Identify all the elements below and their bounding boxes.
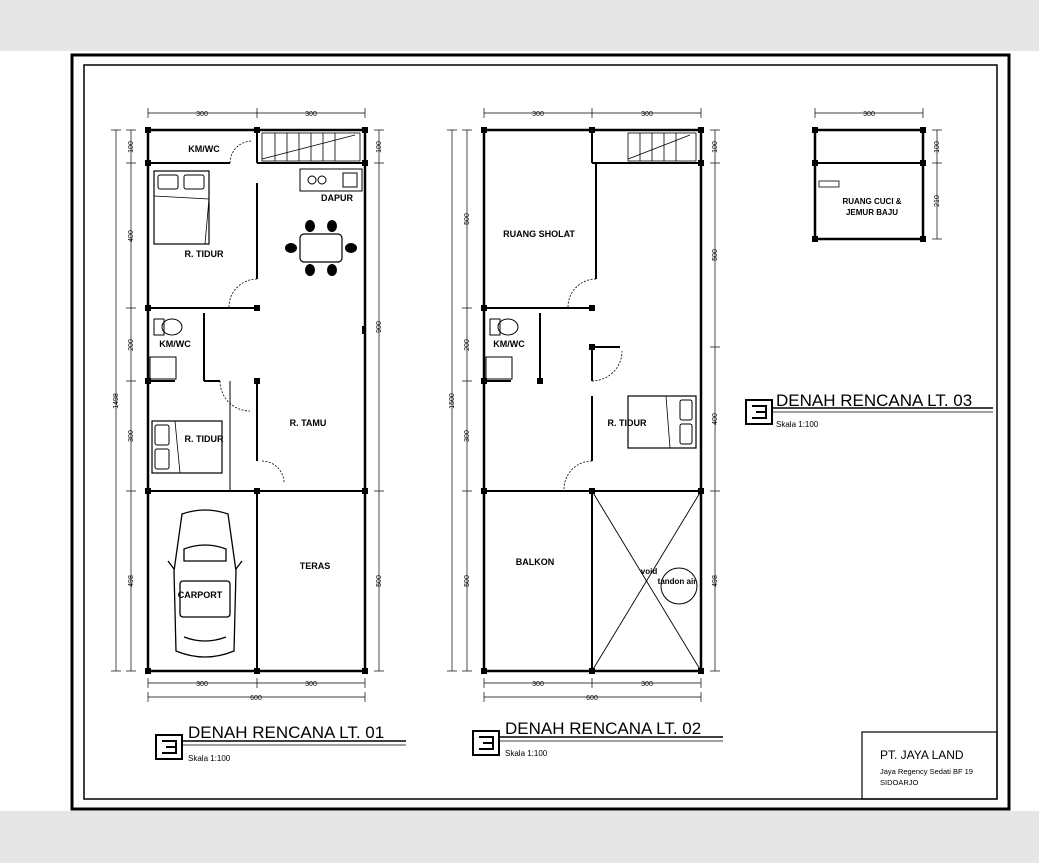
- room-label-r-tidur-1: R. TIDUR: [184, 249, 224, 259]
- dim-f2-left-200: 200: [464, 339, 471, 351]
- room-label-r-tidur-f2: R. TIDUR: [607, 418, 647, 428]
- dim-f2-right-500: 500: [712, 249, 719, 261]
- title-denah-lt03: DENAH RENCANA LT. 03: [776, 391, 973, 410]
- title-denah-lt01: DENAH RENCANA LT. 01: [188, 723, 385, 742]
- dim-f2-right-498: 498: [712, 575, 719, 587]
- dim-f1-bottom-right: 300: [305, 681, 317, 688]
- inner-frame: [84, 65, 997, 799]
- dim-f2-left-500: 500: [464, 213, 471, 225]
- dim-f1-right-100: 100: [376, 141, 383, 153]
- dim-f3-right-100: 100: [934, 141, 941, 153]
- room-label-kmwc-top: KM/WC: [188, 144, 220, 154]
- dim-f2-bottom-total: 600: [586, 695, 598, 702]
- scale-lt01: Skala 1:100: [188, 754, 231, 763]
- room-label-r-tamu: R. TAMU: [289, 418, 327, 428]
- title-denah-lt02: DENAH RENCANA LT. 02: [505, 719, 702, 738]
- room-label-balkon: BALKON: [515, 557, 555, 567]
- room-label-kmwc-f2: KM/WC: [493, 339, 525, 349]
- room-label-ruang-cuci-2: JEMUR BAJU: [845, 208, 899, 217]
- dim-f2-right-100: 100: [712, 141, 719, 153]
- scale-lt03: Skala 1:100: [776, 420, 819, 429]
- company-address-2: SIDOARJO: [880, 778, 919, 787]
- dim-f1-left-100: 100: [128, 141, 135, 153]
- room-label-dapur: DAPUR: [320, 193, 354, 203]
- dim-f1-bottom-left: 300: [196, 681, 208, 688]
- room-label-teras: TERAS: [299, 561, 331, 571]
- scale-lt02: Skala 1:100: [505, 749, 548, 758]
- dim-f1-left-300: 300: [128, 430, 135, 442]
- dim-f2-top-right: 300: [641, 111, 653, 118]
- company-name: PT. JAYA LAND: [880, 748, 964, 762]
- dim-f3-right-210: 210: [934, 195, 941, 207]
- dim-f2-bottom-right: 300: [641, 681, 653, 688]
- room-label-ruang-cuci-1: RUANG CUCI &: [842, 197, 902, 206]
- dim-f2-right-400: 400: [712, 413, 719, 425]
- company-address-1: Jaya Regency Sedati BF 19: [880, 767, 973, 776]
- dim-f1-right-500: 500: [376, 575, 383, 587]
- floor-plan-drawing: [0, 51, 1039, 811]
- dim-f2-left-500b: 500: [464, 575, 471, 587]
- dim-f2-top-left: 300: [532, 111, 544, 118]
- dim-f1-top-left: 300: [196, 111, 208, 118]
- room-label-tandon-air: tandon air: [657, 577, 697, 586]
- room-label-kmwc-mid: KM/WC: [159, 339, 191, 349]
- dim-f1-left-200: 200: [128, 339, 135, 351]
- dim-f3-top: 300: [863, 111, 875, 118]
- dim-f1-left-400: 400: [128, 230, 135, 242]
- dim-f2-bottom-left: 300: [532, 681, 544, 688]
- drawing-sheet: [0, 51, 1039, 811]
- floor-2-plan: [447, 108, 720, 702]
- dim-f1-left-total: 1498: [113, 393, 120, 409]
- room-label-ruang-sholat: RUANG SHOLAT: [503, 229, 575, 239]
- title-block: [862, 732, 997, 799]
- dim-f2-left-300: 300: [464, 430, 471, 442]
- floor-3-plan: [812, 108, 942, 242]
- car-symbol: [168, 510, 242, 657]
- room-label-void: void: [640, 567, 658, 576]
- dim-f1-right-900: 900: [376, 321, 383, 333]
- dim-f1-top-right: 300: [305, 111, 317, 118]
- dim-f2-left-total: 1500: [449, 393, 456, 409]
- room-label-r-tidur-2: R. TIDUR: [184, 434, 224, 444]
- dim-f1-bottom-total: 600: [250, 695, 262, 702]
- dim-f1-left-498: 498: [128, 575, 135, 587]
- room-label-carport: CARPORT: [177, 590, 223, 600]
- outer-frame: [72, 55, 1009, 809]
